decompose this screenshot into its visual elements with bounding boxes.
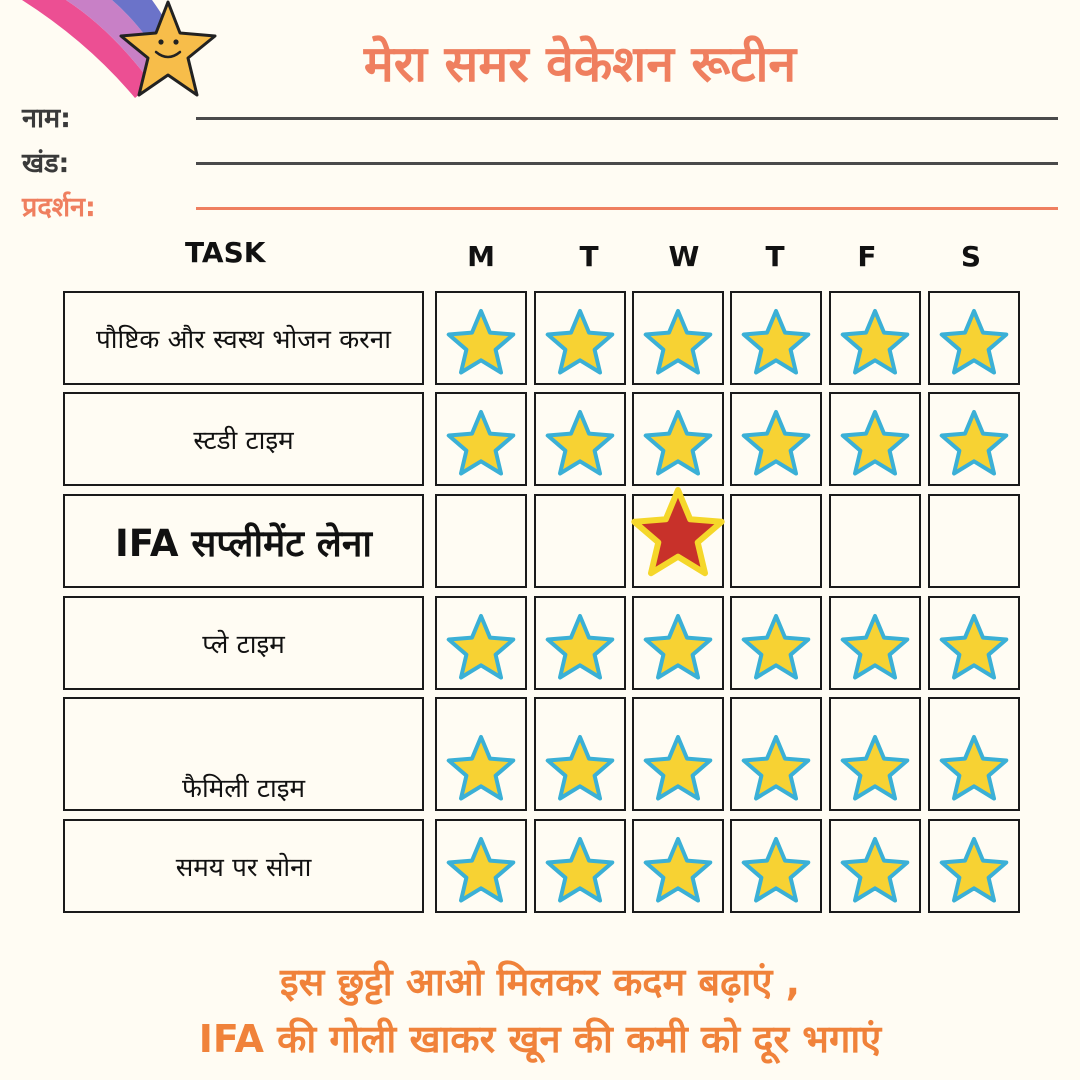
- day-box-tuesday[interactable]: [534, 819, 626, 913]
- day-box-tuesday[interactable]: [534, 697, 626, 811]
- day-box-saturday[interactable]: [928, 291, 1020, 385]
- day-header-friday: F: [857, 240, 877, 273]
- day-header-monday: M: [467, 240, 495, 273]
- task-label: समय पर सोना: [175, 853, 312, 883]
- name-line[interactable]: [196, 117, 1058, 120]
- day-header-thursday: T: [765, 240, 785, 273]
- performance-line[interactable]: [196, 207, 1058, 210]
- day-box-thursday[interactable]: [730, 291, 822, 385]
- task-ifa-supplement: [63, 494, 424, 588]
- day-box-friday[interactable]: [829, 392, 921, 486]
- task-label: IFA सप्लीमेंट लेना: [115, 521, 372, 565]
- day-box-wednesday[interactable]: [632, 697, 724, 811]
- day-box-wednesday[interactable]: [632, 392, 724, 486]
- day-box-monday[interactable]: [435, 291, 527, 385]
- day-box-saturday[interactable]: [928, 596, 1020, 690]
- day-box-wednesday[interactable]: [632, 596, 724, 690]
- day-box-friday[interactable]: [829, 819, 921, 913]
- day-box-monday[interactable]: [435, 392, 527, 486]
- day-box-friday[interactable]: [829, 697, 921, 811]
- day-box-friday[interactable]: [829, 596, 921, 690]
- day-box-tuesday[interactable]: [534, 494, 626, 588]
- task-label: फैमिली टाइम: [181, 774, 306, 804]
- task-label: स्टडी टाइम: [193, 426, 294, 456]
- task-column-header: TASK: [185, 236, 266, 269]
- day-box-thursday[interactable]: [730, 819, 822, 913]
- day-header-wednesday: W: [668, 240, 700, 273]
- task-study: [63, 392, 424, 486]
- day-box-tuesday[interactable]: [534, 291, 626, 385]
- slogan-line-1: इस छुट्टी आओ मिलकर कदम बढ़ाएं ,: [279, 960, 801, 1004]
- slogan-line-2: IFA की गोली खाकर खून की कमी को दूर भगाएं: [198, 1017, 882, 1061]
- day-box-saturday[interactable]: [928, 819, 1020, 913]
- task-sleep: [63, 819, 424, 913]
- task-nutrition: [63, 291, 424, 385]
- day-box-monday[interactable]: [435, 697, 527, 811]
- day-box-friday[interactable]: [829, 494, 921, 588]
- day-box-thursday[interactable]: [730, 494, 822, 588]
- day-box-friday[interactable]: [829, 291, 921, 385]
- day-box-wednesday[interactable]: [632, 819, 724, 913]
- task-play: [63, 596, 424, 690]
- day-box-tuesday[interactable]: [534, 596, 626, 690]
- day-box-monday[interactable]: [435, 494, 527, 588]
- page-title: मेरा समर वेकेशन रूटीन: [363, 35, 797, 93]
- task-label: पौष्टिक और स्वस्थ भोजन करना: [96, 325, 391, 355]
- day-box-thursday[interactable]: [730, 392, 822, 486]
- task-label: प्ले टाइम: [202, 630, 285, 660]
- day-box-wednesday[interactable]: [632, 291, 724, 385]
- day-box-thursday[interactable]: [730, 596, 822, 690]
- day-box-saturday[interactable]: [928, 697, 1020, 811]
- day-box-saturday[interactable]: [928, 392, 1020, 486]
- day-box-thursday[interactable]: [730, 697, 822, 811]
- name-label: नाम:: [22, 103, 71, 134]
- day-box-saturday[interactable]: [928, 494, 1020, 588]
- day-box-tuesday[interactable]: [534, 392, 626, 486]
- day-box-wednesday[interactable]: [632, 494, 724, 588]
- day-header-saturday: S: [960, 240, 982, 273]
- section-line[interactable]: [196, 162, 1058, 165]
- section-label: खंड:: [22, 148, 70, 179]
- task-family: [63, 697, 424, 811]
- performance-label: प्रदर्शन:: [22, 192, 96, 223]
- day-header-tuesday: T: [579, 240, 599, 273]
- day-box-monday[interactable]: [435, 819, 527, 913]
- day-box-monday[interactable]: [435, 596, 527, 690]
